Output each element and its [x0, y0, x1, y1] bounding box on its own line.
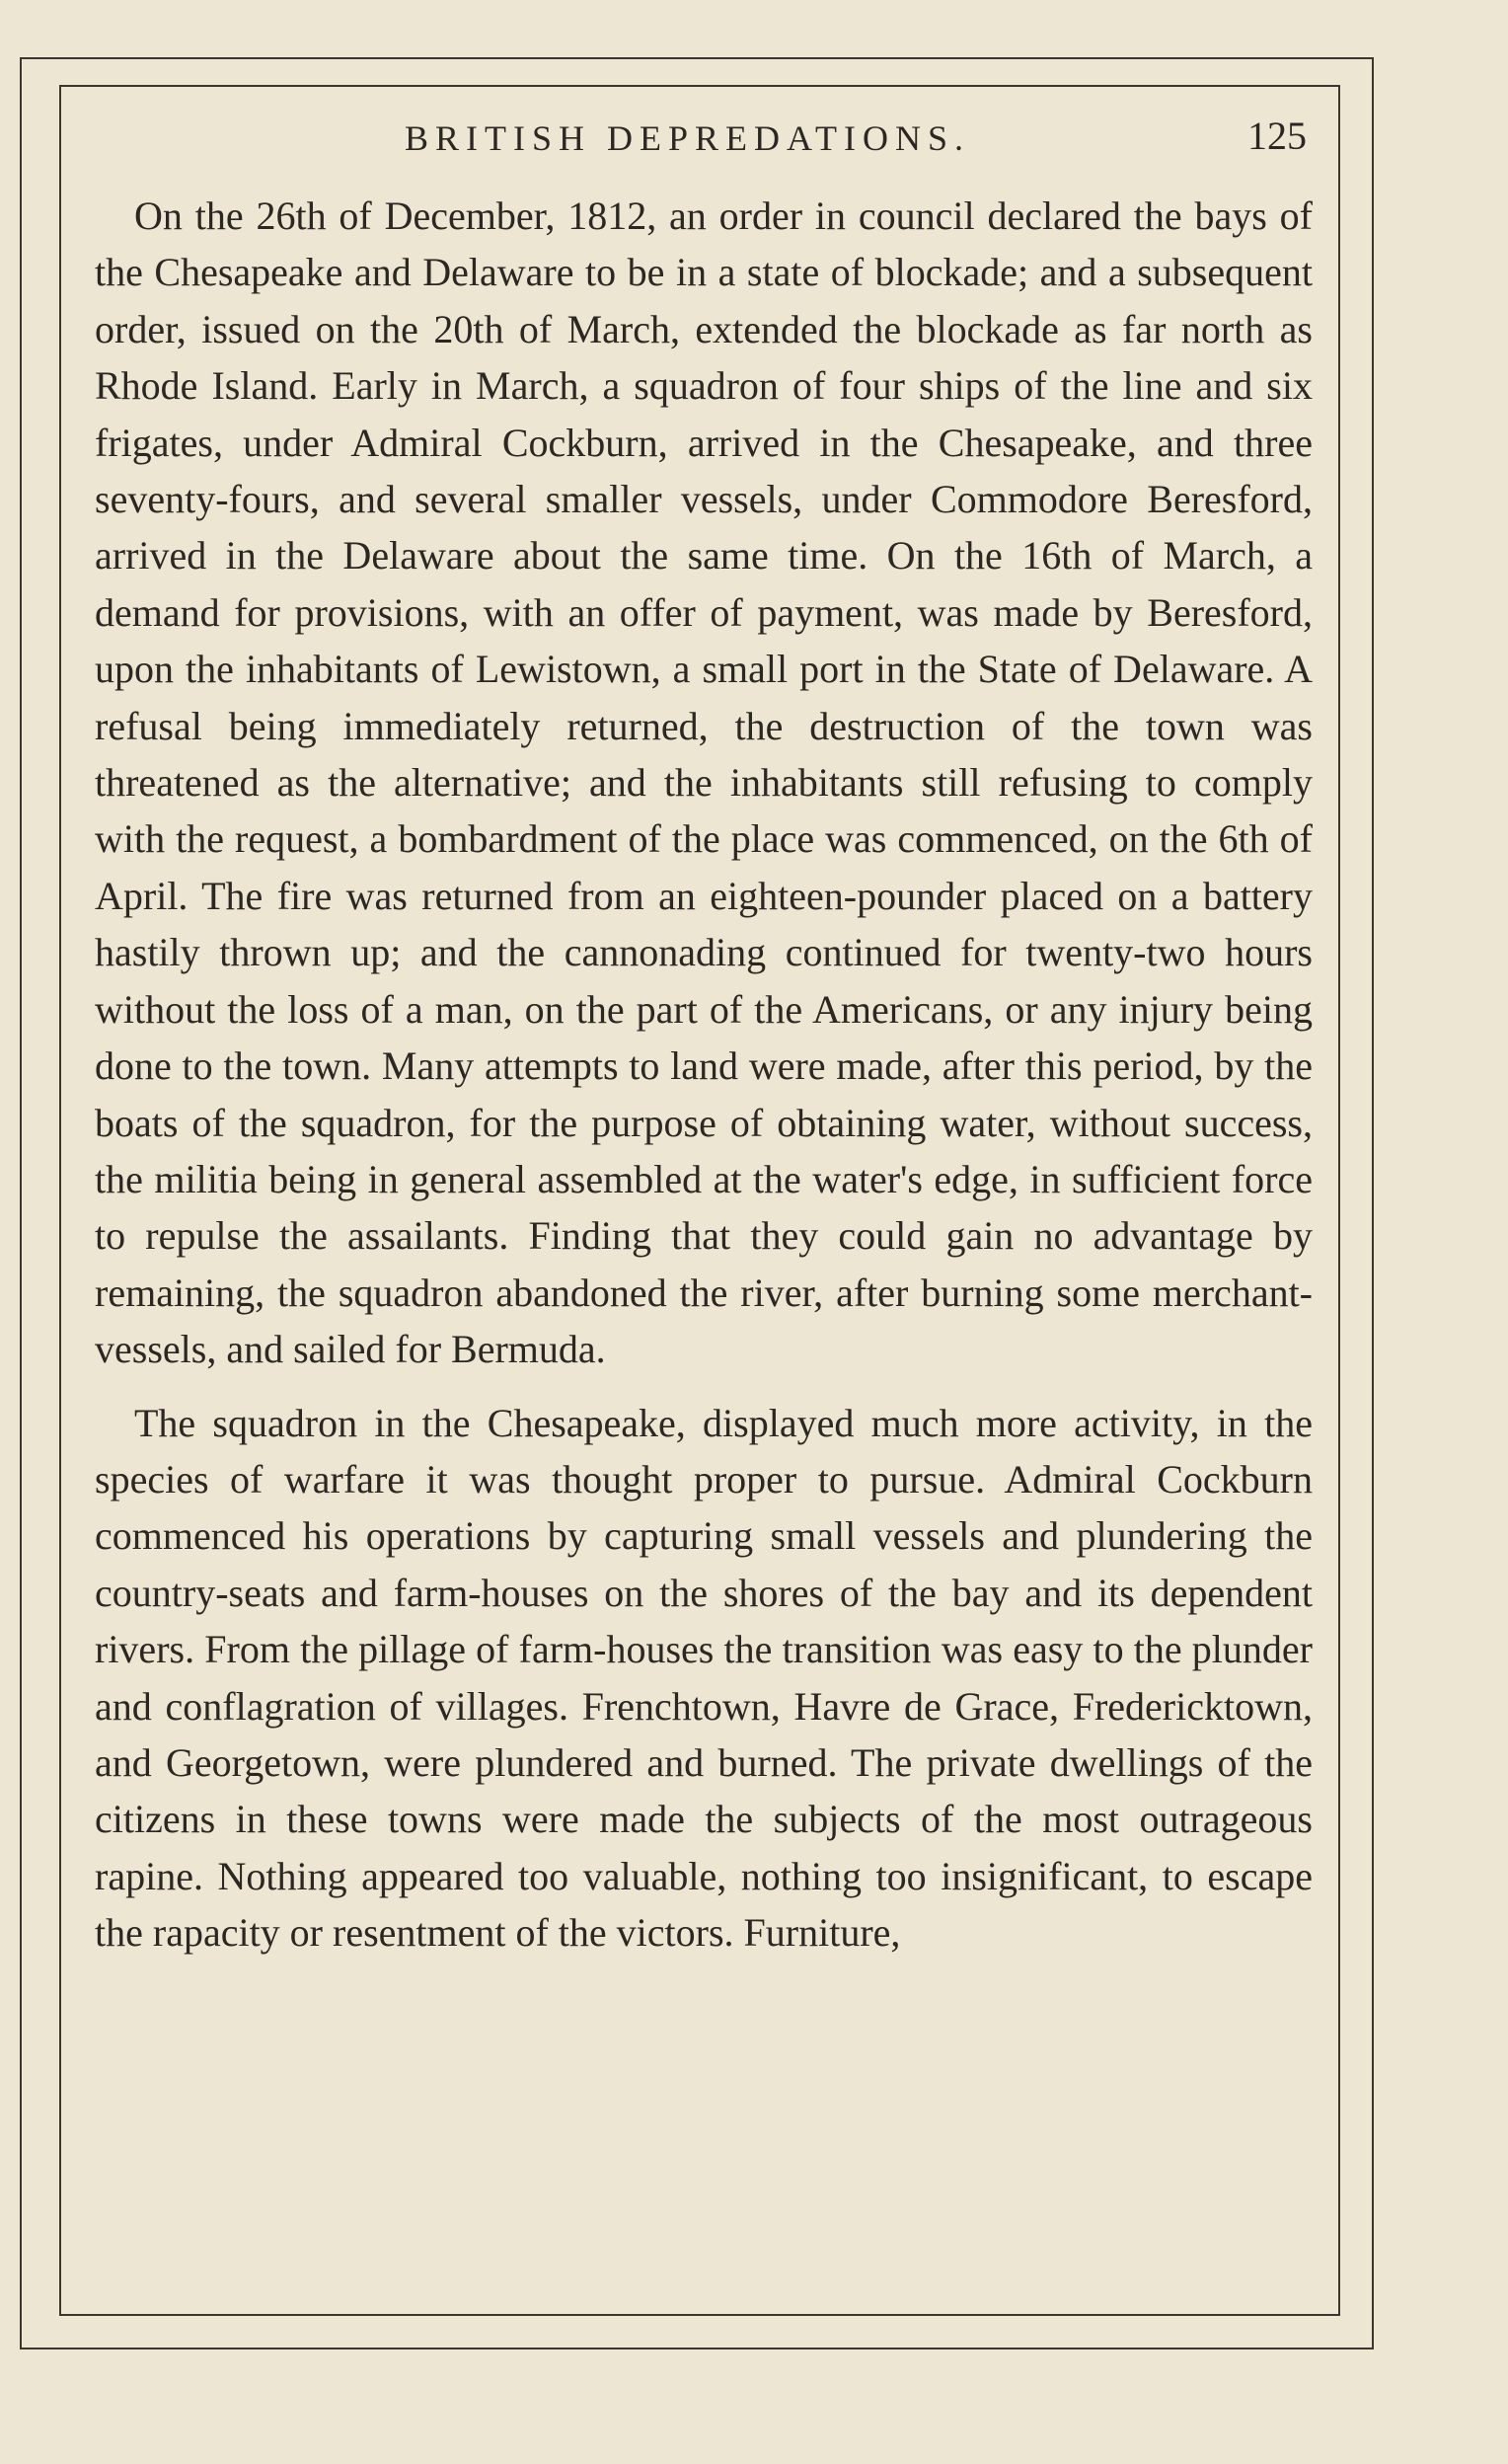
- page-number: 125: [1247, 114, 1307, 158]
- text-body: [95, 188, 1313, 1962]
- page-header: [95, 111, 1307, 170]
- paragraph-2: The squadron in the Chesapeake, displayed much more activity, in the species of warfare it was thought proper to pursue. Admiral Cockburn commenced his operations by capturing small vessels and plundering the country-seats and farm-houses on the shores of the bay and its dependent rivers. From the pillage of farm-houses the transition was easy to the plunder and conflagration of villages. Frenchtown, Havre de Grace, Fredericktown, and Georgetown, were plundered and burned. The private dwellings of the citizens in these towns were made the subjects of the most outrageous rapine. Nothing appeared too valuable, nothing too insignificant, to escape the rapacity or resentment of the victors. Furniture,: [95, 1400, 1313, 1956]
- paragraph-1: On the 26th of December, 1812, an order in council declared the bays of the Chesapeake and Delaware to be in a state of blockade; and a subsequent order, issued on the 20th of March, extended the blockade as far north as Rhode Island. Early in March, a squadron of four ships of the line and six frigates, under Admiral Cockburn, arrived in the Chesapeake, and three seventy-fours, and several smaller vessels, under Commodore Beresford, arrived in the Delaware about the same time. On the 16th of March, a demand for provisions, with an offer of payment, was made by Beresford, upon the inhabitants of Lewistown, a small port in the State of Delaware. A refusal being immediately returned, the destruction of the town was threatened as the alternative; and the inhabitants still refusing to comply with the request, a bombardment of the place was commenced, on the 6th of April. The fire was returned from an eighteen-pounder placed on a battery hastily thrown up; and the cannonading continued for twenty-two hours without the loss of a man, on the part of the Americans, or any injury being done to the town. Many attempts to land were made, after this period, by the boats of the squadron, for the purpose of obtaining water, without success, the militia being in general assembled at the water's edge, in sufficient force to repulse the assailants. Finding that they could gain no advantage by remaining, the squadron abandoned the river, after burning some merchant-vessels, and sailed for Bermuda.: [95, 193, 1313, 1372]
- running-title: BRITISH DEPREDATIONS.: [405, 118, 971, 158]
